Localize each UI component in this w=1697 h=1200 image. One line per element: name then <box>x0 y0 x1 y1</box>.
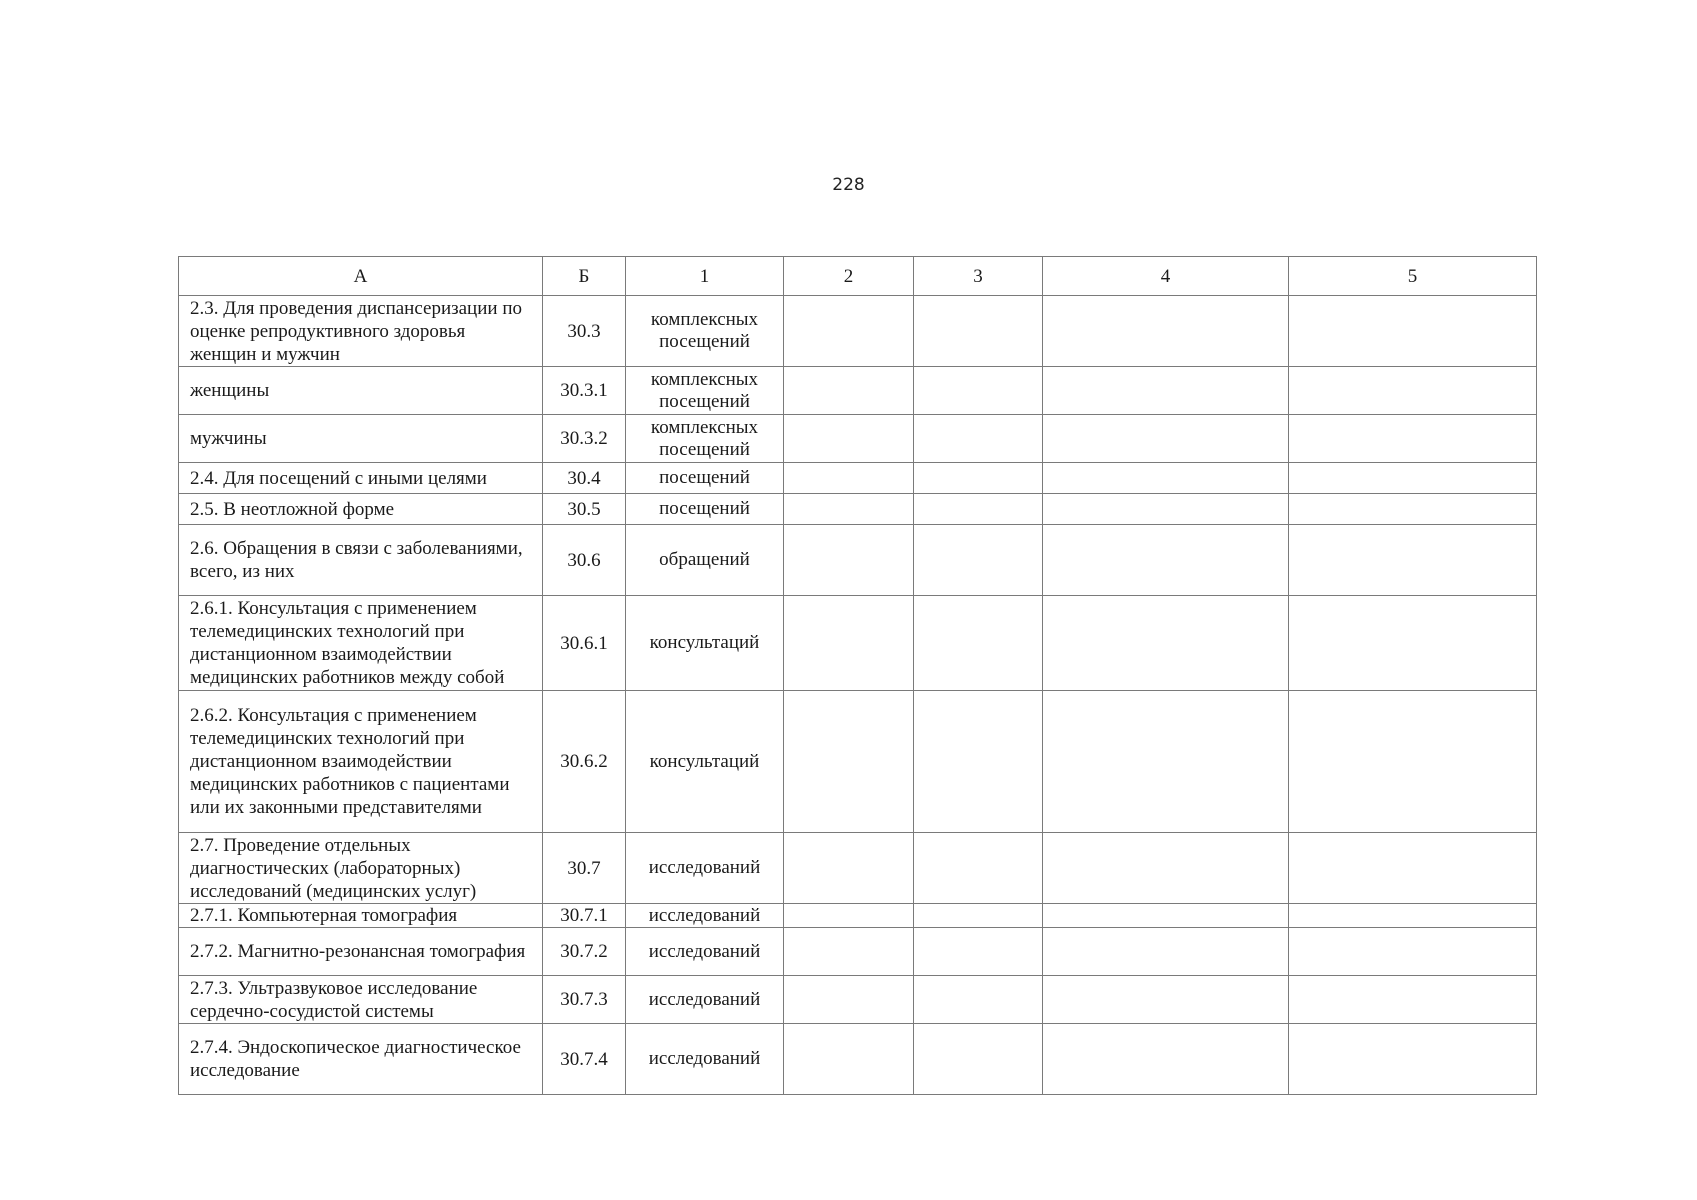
row-unit-cell: обращений <box>626 525 784 596</box>
empty-cell <box>1289 525 1537 596</box>
row-unit-cell: исследований <box>626 1024 784 1095</box>
row-unit-cell: консультаций <box>626 596 784 691</box>
table-row <box>179 494 1537 525</box>
empty-cell <box>914 296 1043 367</box>
empty-cell <box>1289 367 1537 415</box>
empty-cell <box>914 691 1043 833</box>
table-row <box>179 904 1537 928</box>
empty-cell <box>1289 494 1537 525</box>
row-code-cell: 30.4 <box>543 463 626 494</box>
row-name-cell: 2.3. Для проведения диспансеризации по оценке репродуктивного здоровья женщин и мужчин <box>179 296 543 367</box>
row-code-cell: 30.3.1 <box>543 367 626 415</box>
empty-cell <box>914 525 1043 596</box>
row-name-cell: 2.7.3. Ультразвуковое исследование сердечно-сосудистой системы <box>179 976 543 1024</box>
row-unit-cell: посещений <box>626 494 784 525</box>
row-unit-cell: консультаций <box>626 691 784 833</box>
empty-cell <box>1043 367 1289 415</box>
row-unit-cell: исследований <box>626 976 784 1024</box>
row-code-cell: 30.3 <box>543 296 626 367</box>
empty-cell <box>1289 463 1537 494</box>
empty-cell <box>784 928 914 976</box>
empty-cell <box>784 296 914 367</box>
empty-cell <box>1043 928 1289 976</box>
empty-cell <box>784 904 914 928</box>
empty-cell <box>1043 833 1289 904</box>
row-code-cell: 30.3.2 <box>543 415 626 463</box>
table-row <box>179 463 1537 494</box>
row-name-cell: 2.7.1. Компьютерная томография <box>179 904 543 928</box>
row-name-cell: 2.4. Для посещений с иными целями <box>179 463 543 494</box>
row-code-cell: 30.7.2 <box>543 928 626 976</box>
empty-cell <box>1289 296 1537 367</box>
row-name-cell: 2.6. Обращения в связи с заболеваниями, всего, из них <box>179 525 543 596</box>
empty-cell <box>784 367 914 415</box>
row-code-cell: 30.5 <box>543 494 626 525</box>
empty-cell <box>914 833 1043 904</box>
empty-cell <box>914 494 1043 525</box>
row-code-cell: 30.7 <box>543 833 626 904</box>
header-cell-1: 1 <box>626 257 784 296</box>
empty-cell <box>1289 976 1537 1024</box>
empty-cell <box>784 833 914 904</box>
empty-cell <box>784 494 914 525</box>
row-unit-cell: комплексных посещений <box>626 415 784 463</box>
row-code-cell: 30.7.3 <box>543 976 626 1024</box>
header-cell-2: 2 <box>784 257 914 296</box>
row-code-cell: 30.7.4 <box>543 1024 626 1095</box>
empty-cell <box>1289 904 1537 928</box>
row-unit-cell: комплексных посещений <box>626 296 784 367</box>
empty-cell <box>1043 1024 1289 1095</box>
empty-cell <box>1289 691 1537 833</box>
table-row <box>179 596 1537 691</box>
row-unit-cell: исследований <box>626 833 784 904</box>
table-row <box>179 928 1537 976</box>
empty-cell <box>1043 494 1289 525</box>
table-row <box>179 1024 1537 1095</box>
empty-cell <box>1043 596 1289 691</box>
empty-cell <box>914 463 1043 494</box>
table-row <box>179 525 1537 596</box>
empty-cell <box>914 1024 1043 1095</box>
empty-cell <box>784 976 914 1024</box>
table-row <box>179 691 1537 833</box>
row-name-cell: 2.7. Проведение отдельных диагностических (лабораторных) исследований (медицинских услуг) <box>179 833 543 904</box>
empty-cell <box>914 596 1043 691</box>
table-row <box>179 833 1537 904</box>
empty-cell <box>1043 463 1289 494</box>
header-row <box>179 257 1537 296</box>
empty-cell <box>1043 415 1289 463</box>
table-row <box>179 415 1537 463</box>
row-name-cell: 2.6.2. Консультация с применением телемедицинских технологий при дистанционном взаимодействии медицинских работников с пациентами или их законными представителями <box>179 691 543 833</box>
row-name-cell: 2.6.1. Консультация с применением телемедицинских технологий при дистанционном взаимодействии медицинских работников между собой <box>179 596 543 691</box>
empty-cell <box>1043 976 1289 1024</box>
empty-cell <box>914 904 1043 928</box>
empty-cell <box>1289 928 1537 976</box>
empty-cell <box>1043 904 1289 928</box>
empty-cell <box>1289 1024 1537 1095</box>
empty-cell <box>914 928 1043 976</box>
empty-cell <box>914 367 1043 415</box>
table-row <box>179 367 1537 415</box>
empty-cell <box>1043 691 1289 833</box>
row-unit-cell: исследований <box>626 904 784 928</box>
row-name-cell: 2.5. В неотложной форме <box>179 494 543 525</box>
empty-cell <box>1289 833 1537 904</box>
empty-cell <box>784 1024 914 1095</box>
row-name-cell: 2.7.2. Магнитно-резонансная томография <box>179 928 543 976</box>
page-number: 228 <box>832 175 865 195</box>
empty-cell <box>914 976 1043 1024</box>
row-unit-cell: комплексных посещений <box>626 367 784 415</box>
empty-cell <box>1289 596 1537 691</box>
row-code-cell: 30.7.1 <box>543 904 626 928</box>
header-cell-5: 5 <box>1289 257 1537 296</box>
table-row <box>179 976 1537 1024</box>
row-name-cell: женщины <box>179 367 543 415</box>
empty-cell <box>784 415 914 463</box>
empty-cell <box>1043 296 1289 367</box>
header-cell-3: 3 <box>914 257 1043 296</box>
row-code-cell: 30.6.1 <box>543 596 626 691</box>
empty-cell <box>784 463 914 494</box>
empty-cell <box>914 415 1043 463</box>
report-table <box>178 256 1537 1095</box>
header-cell-4: 4 <box>1043 257 1289 296</box>
empty-cell <box>784 525 914 596</box>
empty-cell <box>784 596 914 691</box>
row-code-cell: 30.6.2 <box>543 691 626 833</box>
table-row <box>179 296 1537 367</box>
header-cell-b: Б <box>543 257 626 296</box>
header-cell-a: А <box>179 257 543 296</box>
row-unit-cell: исследований <box>626 928 784 976</box>
row-unit-cell: посещений <box>626 463 784 494</box>
empty-cell <box>1289 415 1537 463</box>
row-name-cell: мужчины <box>179 415 543 463</box>
empty-cell <box>1043 525 1289 596</box>
row-name-cell: 2.7.4. Эндоскопическое диагностическое исследование <box>179 1024 543 1095</box>
empty-cell <box>784 691 914 833</box>
row-code-cell: 30.6 <box>543 525 626 596</box>
